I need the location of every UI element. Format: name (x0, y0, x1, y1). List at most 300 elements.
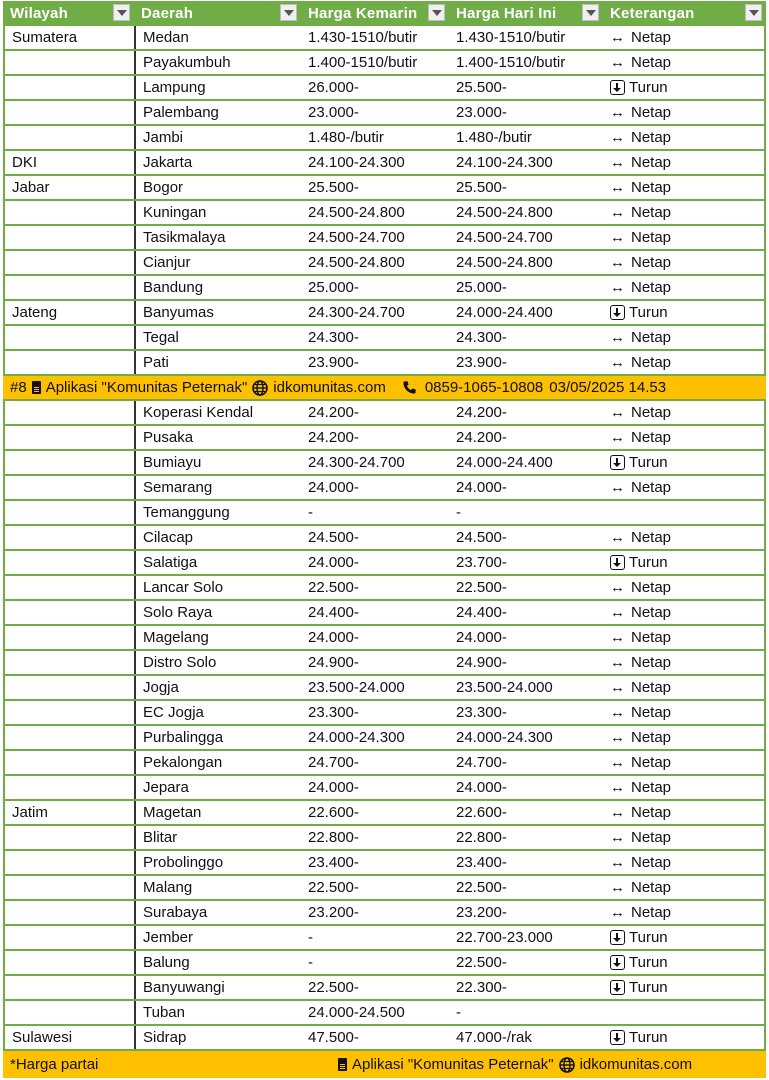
cell-daerah (134, 951, 301, 974)
cell-keterangan-text: Turun (629, 954, 668, 971)
cell-harga-kemarin (301, 801, 449, 824)
cell-harga-hari-ini (449, 776, 603, 799)
down-arrow-box-icon (610, 305, 625, 320)
cell-daerah-text: Cianjur (143, 254, 191, 271)
table-row (3, 201, 766, 226)
cell-wilayah (3, 801, 134, 824)
cell-keterangan (603, 526, 766, 549)
down-arrow-box-icon (610, 555, 625, 570)
cell-harga-kemarin (301, 876, 449, 899)
cell-daerah (134, 226, 301, 249)
cell-harga-kemarin (301, 51, 449, 74)
cell-keterangan (603, 51, 766, 74)
cell-harga-kemarin-text: 24.400- (308, 604, 359, 621)
left-right-arrow-icon: ↔ (610, 279, 625, 296)
cell-harga-hari-ini-text: 25.500- (456, 179, 507, 196)
cell-harga-hari-ini-text: 22.500- (456, 879, 507, 896)
cell-harga-kemarin-text: 24.000-24.500 (308, 1004, 405, 1021)
cell-wilayah (3, 26, 134, 49)
cell-wilayah (3, 76, 134, 99)
cell-harga-hari-ini-text: 23.400- (456, 854, 507, 871)
cell-keterangan-text: Netap (631, 704, 672, 721)
left-right-arrow-icon: ↔ (610, 179, 625, 196)
cell-daerah-text: Blitar (143, 829, 178, 846)
left-right-arrow-icon: ↔ (610, 529, 625, 546)
header-keterangan-label: Keterangan (610, 5, 695, 22)
cell-keterangan (603, 601, 766, 624)
cell-wilayah (3, 501, 134, 524)
cell-keterangan (603, 251, 766, 274)
cell-daerah-text: Tasikmalaya (143, 229, 226, 246)
cell-keterangan-text: Netap (631, 229, 672, 246)
table-row (3, 501, 766, 526)
cell-harga-kemarin-text: 22.600- (308, 804, 359, 821)
cell-daerah (134, 776, 301, 799)
cell-harga-kemarin (301, 1026, 449, 1049)
banner-app-name: Aplikasi "Komunitas Peternak" (45, 379, 248, 396)
cell-keterangan (603, 926, 766, 949)
cell-daerah-text: Cilacap (143, 529, 194, 546)
cell-daerah (134, 301, 301, 324)
cell-harga-kemarin-text: 24.900- (308, 654, 359, 671)
cell-harga-hari-ini (449, 751, 603, 774)
cell-keterangan-text: Netap (631, 879, 672, 896)
cell-harga-kemarin-text: 22.500- (308, 979, 359, 996)
cell-harga-hari-ini-text: - (456, 504, 461, 521)
left-right-arrow-icon: ↔ (610, 704, 625, 721)
cell-harga-hari-ini (449, 201, 603, 224)
cell-daerah-text: Jember (143, 929, 194, 946)
table-row (3, 851, 766, 876)
cell-keterangan-text: Netap (631, 904, 672, 921)
cell-daerah-text: Kuningan (143, 204, 207, 221)
cell-daerah (134, 401, 301, 424)
cell-keterangan (603, 26, 766, 49)
left-right-arrow-icon: ↔ (610, 104, 625, 121)
cell-keterangan (603, 351, 766, 374)
left-right-arrow-icon: ↔ (610, 879, 625, 896)
cell-daerah (134, 51, 301, 74)
cell-daerah-text: Pekalongan (143, 754, 223, 771)
cell-harga-kemarin (301, 726, 449, 749)
cell-harga-kemarin-text: 24.300-24.700 (308, 454, 405, 471)
cell-keterangan-text: Netap (631, 329, 672, 346)
cell-keterangan (603, 151, 766, 174)
cell-harga-hari-ini (449, 976, 603, 999)
cell-keterangan-text: Netap (631, 579, 672, 596)
cell-daerah (134, 176, 301, 199)
cell-wilayah (3, 276, 134, 299)
cell-harga-hari-ini-text: 24.500-24.800 (456, 204, 553, 221)
cell-wilayah-text: Jabar (12, 179, 50, 196)
footer-website[interactable]: idkomunitas.com (579, 1056, 693, 1073)
cell-harga-hari-ini (449, 676, 603, 699)
cell-harga-hari-ini-text: 24.000-24.400 (456, 454, 553, 471)
filter-dropdown-icon[interactable] (113, 4, 130, 21)
cell-harga-kemarin (301, 401, 449, 424)
cell-wilayah-text: Sulawesi (12, 1029, 73, 1046)
table-row (3, 326, 766, 351)
filter-dropdown-icon[interactable] (582, 4, 599, 21)
cell-harga-hari-ini-text: 24.000- (456, 479, 507, 496)
cell-harga-kemarin (301, 751, 449, 774)
cell-daerah-text: EC Jogja (143, 704, 204, 721)
cell-wilayah (3, 551, 134, 574)
cell-keterangan (603, 626, 766, 649)
cell-keterangan-text: Netap (631, 679, 672, 696)
cell-harga-kemarin (301, 226, 449, 249)
cell-harga-hari-ini (449, 251, 603, 274)
table-row (3, 101, 766, 126)
cell-daerah (134, 451, 301, 474)
table-row (3, 951, 766, 976)
cell-harga-kemarin-text: 24.700- (308, 754, 359, 771)
cell-harga-kemarin-text: 24.200- (308, 429, 359, 446)
header-harga-hari-ini (449, 1, 603, 26)
cell-harga-hari-ini (449, 901, 603, 924)
down-arrow-box-icon (610, 455, 625, 470)
cell-harga-hari-ini-text: 23.200- (456, 904, 507, 921)
cell-keterangan (603, 751, 766, 774)
cell-harga-kemarin-text: 24.500-24.800 (308, 204, 405, 221)
cell-keterangan (603, 1001, 766, 1024)
cell-wilayah (3, 126, 134, 149)
cell-keterangan (603, 501, 766, 524)
cell-keterangan-text: Netap (631, 54, 672, 71)
cell-harga-hari-ini (449, 951, 603, 974)
cell-harga-hari-ini-text: 23.300- (456, 704, 507, 721)
cell-harga-kemarin-text: - (308, 929, 313, 946)
cell-harga-hari-ini (449, 151, 603, 174)
cell-keterangan-text: Netap (631, 354, 672, 371)
cell-daerah (134, 476, 301, 499)
cell-keterangan (603, 826, 766, 849)
cell-harga-hari-ini-text: 25.500- (456, 79, 507, 96)
cell-harga-kemarin (301, 76, 449, 99)
table-row (3, 476, 766, 501)
cell-harga-kemarin (301, 501, 449, 524)
cell-keterangan (603, 476, 766, 499)
cell-harga-hari-ini-text: 1.430-1510/butir (456, 29, 566, 46)
cell-harga-hari-ini (449, 651, 603, 674)
table-row (3, 451, 766, 476)
cell-keterangan-text: Netap (631, 129, 672, 146)
cell-wilayah-text: Jateng (12, 304, 58, 321)
cell-harga-kemarin (301, 776, 449, 799)
cell-wilayah (3, 101, 134, 124)
cell-harga-kemarin-text: 1.430-1510/butir (308, 29, 418, 46)
cell-keterangan (603, 201, 766, 224)
footer-app-name: Aplikasi "Komunitas Peternak" (352, 1056, 554, 1073)
cell-harga-kemarin (301, 701, 449, 724)
cell-keterangan (603, 676, 766, 699)
left-right-arrow-icon: ↔ (610, 479, 625, 496)
cell-harga-hari-ini-text: 24.400- (456, 604, 507, 621)
table-row (3, 826, 766, 851)
cell-harga-kemarin (301, 901, 449, 924)
cell-wilayah (3, 1001, 134, 1024)
cell-daerah-text: Purbalingga (143, 729, 224, 746)
down-arrow-box-icon (610, 955, 625, 970)
cell-daerah (134, 551, 301, 574)
cell-harga-hari-ini-text: 22.300- (456, 979, 507, 996)
cell-harga-kemarin-text: 24.000- (308, 629, 359, 646)
cell-harga-kemarin-text: 1.480-/butir (308, 129, 384, 146)
cell-harga-hari-ini-text: - (456, 1004, 461, 1021)
cell-harga-hari-ini (449, 26, 603, 49)
calculator-icon (32, 381, 41, 394)
left-right-arrow-icon: ↔ (610, 754, 625, 771)
cell-keterangan (603, 101, 766, 124)
cell-daerah-text: Palembang (143, 104, 219, 121)
header-daerah-label: Daerah (141, 5, 194, 22)
cell-daerah (134, 251, 301, 274)
cell-harga-kemarin (301, 1001, 449, 1024)
cell-wilayah (3, 776, 134, 799)
cell-harga-hari-ini (449, 551, 603, 574)
cell-harga-kemarin (301, 951, 449, 974)
cell-keterangan-text: Netap (631, 404, 672, 421)
cell-keterangan-text: Netap (631, 254, 672, 271)
cell-wilayah-text: Jatim (12, 804, 48, 821)
cell-daerah-text: Bumiayu (143, 454, 202, 471)
cell-keterangan (603, 851, 766, 874)
cell-daerah (134, 576, 301, 599)
cell-harga-kemarin-text: 23.000- (308, 104, 359, 121)
globe-icon (559, 1057, 575, 1073)
cell-harga-hari-ini-text: 24.500- (456, 529, 507, 546)
cell-keterangan (603, 551, 766, 574)
cell-daerah-text: Jogja (143, 679, 179, 696)
cell-harga-hari-ini (449, 1001, 603, 1024)
header-keterangan (603, 1, 766, 26)
cell-harga-kemarin-text: 25.500- (308, 179, 359, 196)
cell-keterangan-text: Turun (629, 979, 668, 996)
cell-harga-hari-ini-text: 24.200- (456, 429, 507, 446)
filter-dropdown-icon[interactable] (745, 4, 762, 21)
cell-daerah-text: Banyumas (143, 304, 214, 321)
cell-harga-kemarin-text: 22.800- (308, 829, 359, 846)
cell-harga-hari-ini-text: 24.700- (456, 754, 507, 771)
table-row (3, 751, 766, 776)
cell-harga-hari-ini (449, 351, 603, 374)
cell-harga-kemarin (301, 101, 449, 124)
header-daerah (134, 1, 301, 26)
table-row (3, 801, 766, 826)
promo-banner (3, 376, 766, 401)
cell-keterangan (603, 701, 766, 724)
cell-daerah (134, 501, 301, 524)
cell-harga-kemarin (301, 301, 449, 324)
cell-harga-kemarin-text: 25.000- (308, 279, 359, 296)
cell-harga-kemarin-text: 24.300-24.700 (308, 304, 405, 321)
filter-dropdown-icon[interactable] (428, 4, 445, 21)
cell-harga-hari-ini (449, 101, 603, 124)
table-row (3, 526, 766, 551)
cell-daerah (134, 876, 301, 899)
cell-harga-hari-ini-text: 23.700- (456, 554, 507, 571)
cell-daerah-text: Balung (143, 954, 190, 971)
left-right-arrow-icon: ↔ (610, 779, 625, 796)
cell-harga-hari-ini (449, 301, 603, 324)
cell-keterangan-text: Netap (631, 529, 672, 546)
cell-daerah-text: Probolinggo (143, 854, 224, 871)
cell-wilayah (3, 851, 134, 874)
cell-keterangan-text: Netap (631, 729, 672, 746)
cell-harga-kemarin (301, 526, 449, 549)
table-row (3, 776, 766, 801)
cell-harga-hari-ini-text: 23.900- (456, 354, 507, 371)
left-right-arrow-icon: ↔ (610, 804, 625, 821)
cell-harga-hari-ini (449, 326, 603, 349)
banner-website[interactable]: idkomunitas.com (273, 379, 386, 396)
cell-daerah (134, 426, 301, 449)
cell-harga-hari-ini-text: 22.700-23.000 (456, 929, 553, 946)
cell-daerah-text: Jakarta (143, 154, 193, 171)
cell-wilayah (3, 301, 134, 324)
cell-harga-kemarin-text: 24.500-24.700 (308, 229, 405, 246)
cell-harga-kemarin-text: - (308, 504, 313, 521)
cell-wilayah (3, 626, 134, 649)
cell-harga-kemarin (301, 476, 449, 499)
cell-wilayah (3, 401, 134, 424)
cell-harga-kemarin (301, 651, 449, 674)
cell-harga-kemarin-text: 23.900- (308, 354, 359, 371)
cell-harga-hari-ini (449, 226, 603, 249)
table-row (3, 651, 766, 676)
cell-daerah-text: Temanggung (143, 504, 230, 521)
cell-keterangan (603, 976, 766, 999)
cell-daerah (134, 326, 301, 349)
down-arrow-box-icon (610, 1030, 625, 1045)
cell-daerah (134, 851, 301, 874)
globe-icon (252, 380, 268, 396)
calculator-icon (338, 1058, 347, 1071)
table-row (3, 601, 766, 626)
cell-harga-kemarin-text: 24.500-24.800 (308, 254, 405, 271)
left-right-arrow-icon: ↔ (610, 729, 625, 746)
filter-dropdown-icon[interactable] (280, 4, 297, 21)
cell-keterangan (603, 301, 766, 324)
cell-daerah (134, 201, 301, 224)
cell-harga-hari-ini-text: 22.600- (456, 804, 507, 821)
cell-keterangan-text: Netap (631, 804, 672, 821)
left-right-arrow-icon: ↔ (610, 154, 625, 171)
cell-harga-kemarin (301, 576, 449, 599)
cell-keterangan-text: Netap (631, 629, 672, 646)
table-row (3, 1026, 766, 1051)
cell-keterangan-text: Netap (631, 429, 672, 446)
left-right-arrow-icon: ↔ (610, 579, 625, 596)
cell-daerah-text: Bogor (143, 179, 184, 196)
cell-harga-kemarin-text: 1.400-1510/butir (308, 54, 418, 71)
cell-wilayah (3, 976, 134, 999)
cell-harga-kemarin-text: 24.000- (308, 554, 359, 571)
table-row (3, 176, 766, 201)
table-row (3, 426, 766, 451)
cell-keterangan-text: Netap (631, 279, 672, 296)
table-row (3, 351, 766, 376)
cell-harga-kemarin (301, 26, 449, 49)
cell-harga-hari-ini (449, 276, 603, 299)
cell-keterangan (603, 1026, 766, 1049)
cell-keterangan-text: Netap (631, 104, 672, 121)
cell-keterangan (603, 901, 766, 924)
cell-harga-hari-ini-text: 24.000-24.300 (456, 729, 553, 746)
table-row (3, 551, 766, 576)
table-header (3, 1, 766, 26)
cell-keterangan-text: Netap (631, 479, 672, 496)
cell-daerah (134, 801, 301, 824)
cell-daerah-text: Sidrap (143, 1029, 187, 1046)
cell-harga-hari-ini (449, 501, 603, 524)
cell-harga-hari-ini-text: 24.100-24.300 (456, 154, 553, 171)
cell-harga-kemarin-text: 24.000- (308, 479, 359, 496)
cell-daerah-text: Jambi (143, 129, 184, 146)
table-row (3, 976, 766, 1001)
cell-daerah (134, 901, 301, 924)
table-body-top (3, 26, 766, 376)
cell-keterangan (603, 776, 766, 799)
cell-harga-kemarin-text: 23.300- (308, 704, 359, 721)
cell-harga-hari-ini-text: 22.500- (456, 954, 507, 971)
cell-harga-kemarin (301, 826, 449, 849)
cell-daerah-text: Magelang (143, 629, 209, 646)
banner-number: #8 (10, 379, 27, 396)
cell-harga-kemarin-text: 22.500- (308, 879, 359, 896)
cell-daerah-text: Lancar Solo (143, 579, 224, 596)
cell-keterangan-text: Netap (631, 29, 672, 46)
cell-harga-hari-ini (449, 851, 603, 874)
cell-wilayah (3, 251, 134, 274)
table-body-bottom (3, 401, 766, 1051)
cell-harga-hari-ini-text: 23.000- (456, 104, 507, 121)
cell-keterangan (603, 126, 766, 149)
cell-daerah-text: Malang (143, 879, 193, 896)
cell-keterangan (603, 426, 766, 449)
cell-harga-kemarin (301, 126, 449, 149)
cell-harga-hari-ini (449, 701, 603, 724)
cell-wilayah-text: Sumatera (12, 29, 78, 46)
cell-wilayah (3, 351, 134, 374)
cell-daerah-text: Distro Solo (143, 654, 217, 671)
banner-phone[interactable]: 0859-1065-10808 (424, 379, 544, 396)
left-right-arrow-icon: ↔ (610, 629, 625, 646)
cell-keterangan (603, 951, 766, 974)
cell-harga-hari-ini (449, 576, 603, 599)
cell-harga-kemarin-text: 23.400- (308, 854, 359, 871)
cell-harga-kemarin (301, 851, 449, 874)
cell-harga-kemarin-text: 23.500-24.000 (308, 679, 405, 696)
cell-wilayah (3, 476, 134, 499)
cell-harga-kemarin (301, 626, 449, 649)
cell-harga-hari-ini (449, 76, 603, 99)
cell-keterangan (603, 576, 766, 599)
cell-wilayah (3, 826, 134, 849)
left-right-arrow-icon: ↔ (610, 254, 625, 271)
table-row (3, 226, 766, 251)
table-row (3, 76, 766, 101)
cell-harga-hari-ini (449, 926, 603, 949)
cell-daerah-text: Banyuwangi (143, 979, 225, 996)
cell-wilayah (3, 726, 134, 749)
cell-harga-kemarin-text: 23.200- (308, 904, 359, 921)
cell-daerah-text: Solo Raya (143, 604, 213, 621)
table-row (3, 726, 766, 751)
cell-keterangan-text: Turun (629, 929, 668, 946)
cell-daerah (134, 26, 301, 49)
cell-keterangan (603, 876, 766, 899)
